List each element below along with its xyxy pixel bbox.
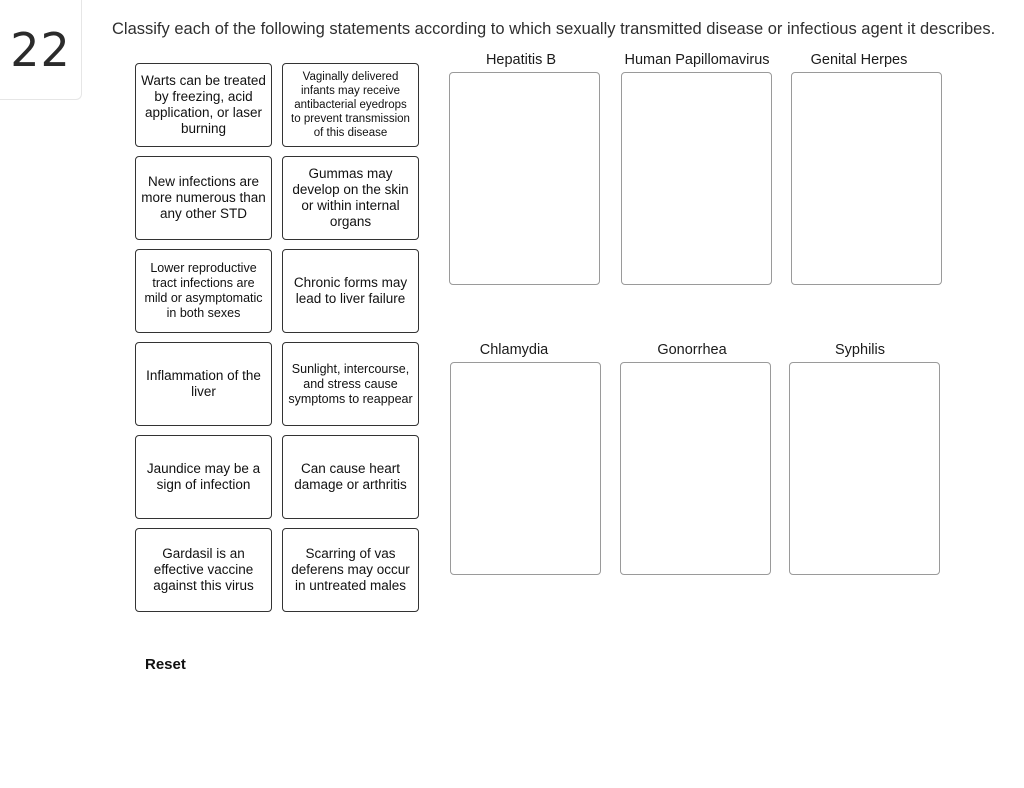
drop-zone-hepatitis-b[interactable] xyxy=(449,72,600,285)
bin-label-gonorrhea: Gonorrhea xyxy=(657,342,727,358)
bin-label-hpv: Human Papillomavirus xyxy=(624,52,770,68)
bin-label-hepatitis-b: Hepatitis B xyxy=(485,52,557,68)
statement-card[interactable]: Gardasil is an effective vaccine against this virus xyxy=(135,528,272,612)
drop-zone-genital-herpes[interactable] xyxy=(791,72,942,285)
statement-card[interactable]: Chronic forms may lead to liver failure xyxy=(282,249,419,333)
statement-card[interactable]: Jaundice may be a sign of infection xyxy=(135,435,272,519)
bin-label-chlamydia: Chlamydia xyxy=(479,342,549,358)
statement-card[interactable]: Lower reproductive tract infections are mild or asymptomatic in both sexes xyxy=(135,249,272,333)
statement-card[interactable]: Can cause heart damage or arthritis xyxy=(282,435,419,519)
statement-card[interactable]: New infections are more numerous than any other STD xyxy=(135,156,272,240)
drop-zone-chlamydia[interactable] xyxy=(450,362,601,575)
statement-card[interactable]: Gummas may develop on the skin or within internal organs xyxy=(282,156,419,240)
bin-label-genital-herpes: Genital Herpes xyxy=(810,52,908,68)
statement-card[interactable]: Scarring of vas deferens may occur in untreated males xyxy=(282,528,419,612)
statement-card[interactable]: Vaginally delivered infants may receive antibacterial eyedrops to prevent transmission of this disease xyxy=(282,63,419,147)
question-prompt: Classify each of the following statements according to which sexually transmitted disease or infectious agent it describes. xyxy=(112,20,996,38)
drop-zone-syphilis[interactable] xyxy=(789,362,940,575)
question-number: 22 xyxy=(0,0,82,100)
reset-button[interactable]: Reset xyxy=(145,656,186,673)
statement-card[interactable]: Inflammation of the liver xyxy=(135,342,272,426)
statement-card[interactable]: Warts can be treated by freezing, acid application, or laser burning xyxy=(135,63,272,147)
statement-card[interactable]: Sunlight, intercourse, and stress cause symptoms to reappear xyxy=(282,342,419,426)
bin-label-syphilis: Syphilis xyxy=(835,342,885,358)
drop-zone-gonorrhea[interactable] xyxy=(620,362,771,575)
drop-zone-hpv[interactable] xyxy=(621,72,772,285)
